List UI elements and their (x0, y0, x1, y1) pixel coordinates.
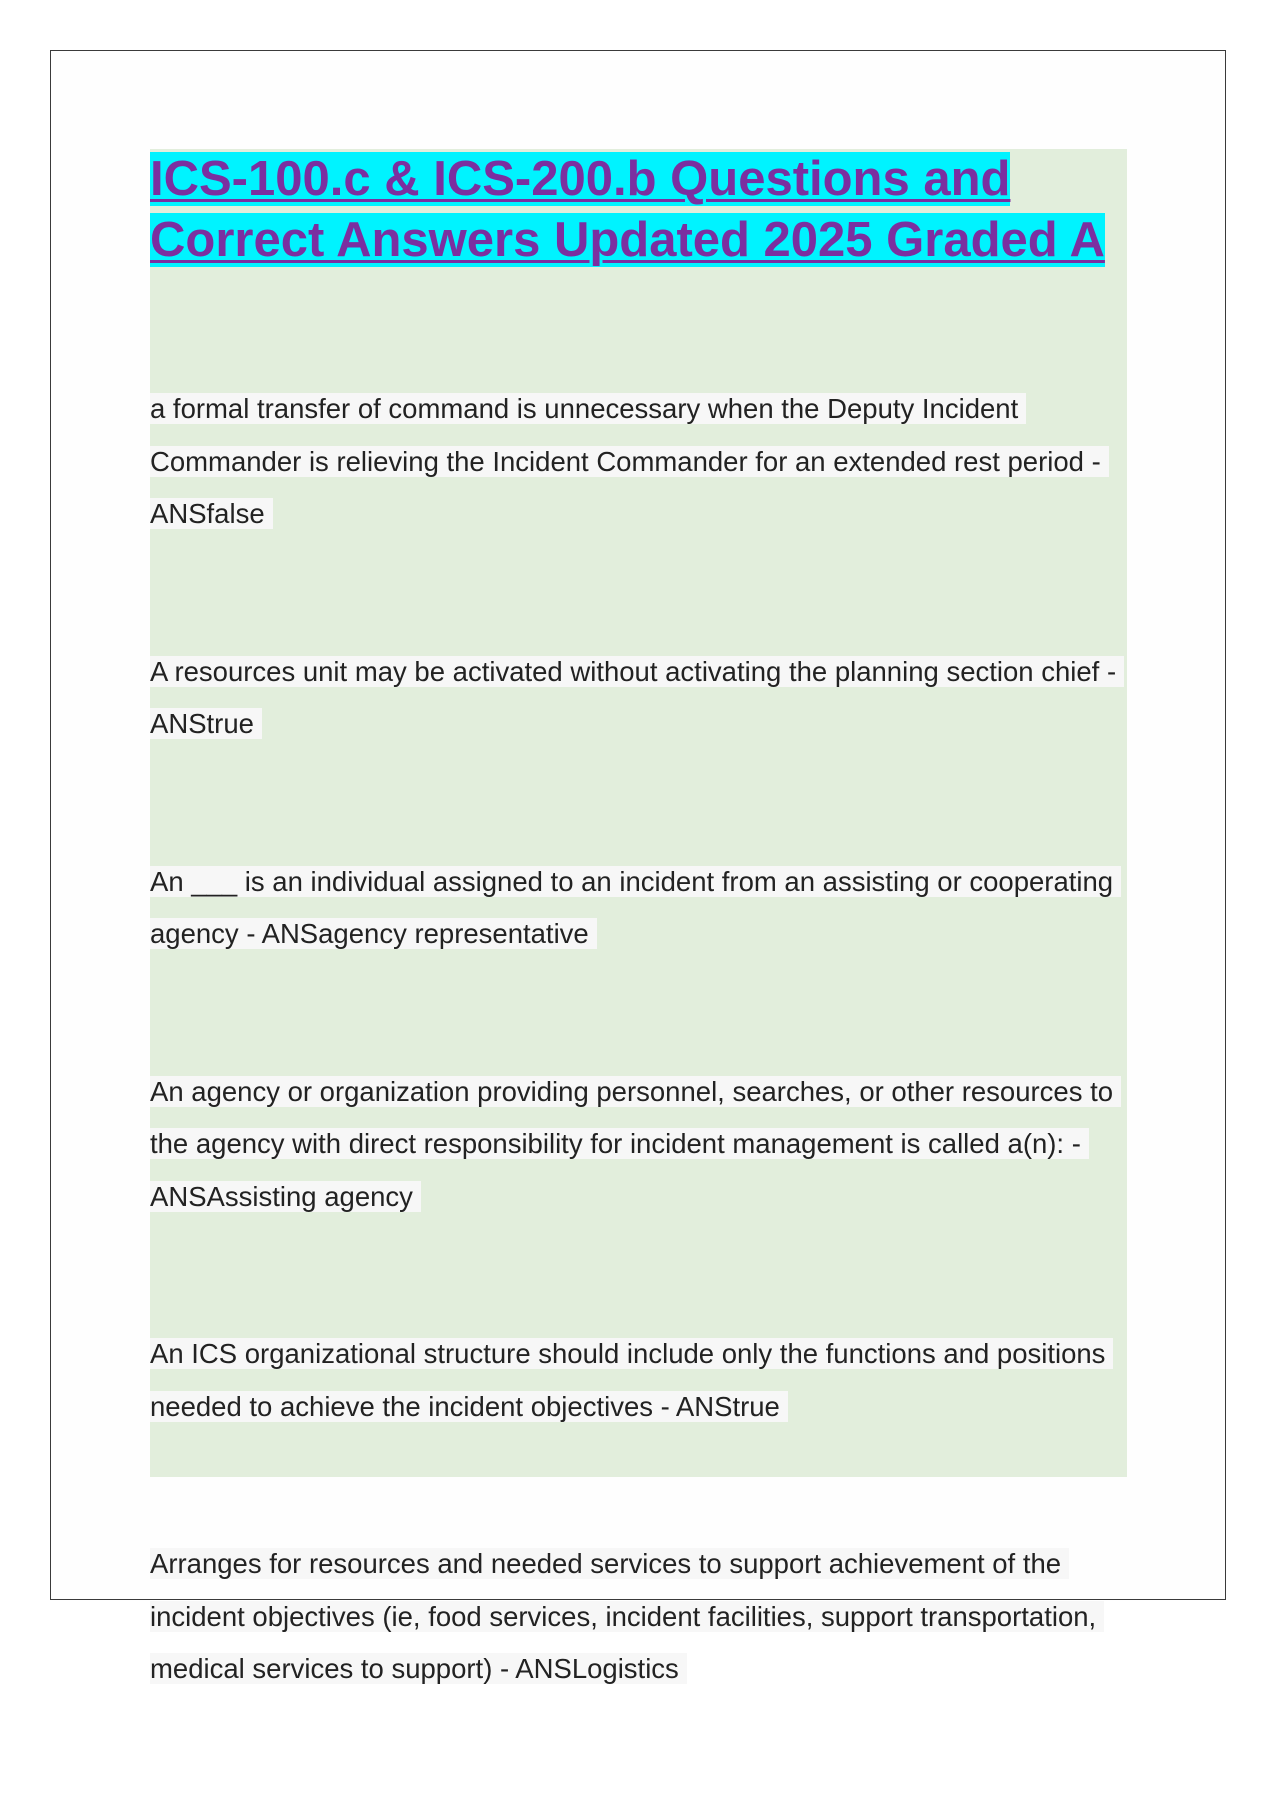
qa-item (150, 646, 1135, 751)
qa-item (150, 1328, 1135, 1433)
qa-item-text: An ___ is an individual assigned to an incident from an assisting or cooperating agency - ANSagency representative (150, 866, 1121, 950)
qa-item (150, 383, 1135, 541)
qa-item (150, 856, 1135, 961)
qa-item-text: An ICS organizational structure should include only the functions and positions needed to achieve the incident objectives - ANStrue (150, 1338, 1113, 1422)
document-title-text: ICS-100.c & ICS-200.b Questions and Correct Answers Updated 2025 Graded A (150, 152, 1105, 267)
qa-item (150, 1538, 1135, 1696)
qa-item-text: Arranges for resources and needed services to support achievement of the incident objectives (ie, food services, incident facilities, support transportation, medical services to support) - ANSLogistics (150, 1548, 1104, 1684)
document-title (150, 149, 1110, 271)
qa-list (150, 383, 1135, 1801)
qa-item-text: An agency or organization providing personnel, searches, or other resources to the agency with direct responsibility for incident management is called a(n): - ANSAssisting agency (150, 1076, 1121, 1212)
qa-item (150, 1066, 1135, 1224)
qa-item-text: A resources unit may be activated without activating the planning section chief - ANStrue (150, 656, 1124, 740)
qa-item-text: a formal transfer of command is unnecessary when the Deputy Incident Commander is relieving the Incident Commander for an extended rest period - ANSfalse (150, 393, 1109, 529)
